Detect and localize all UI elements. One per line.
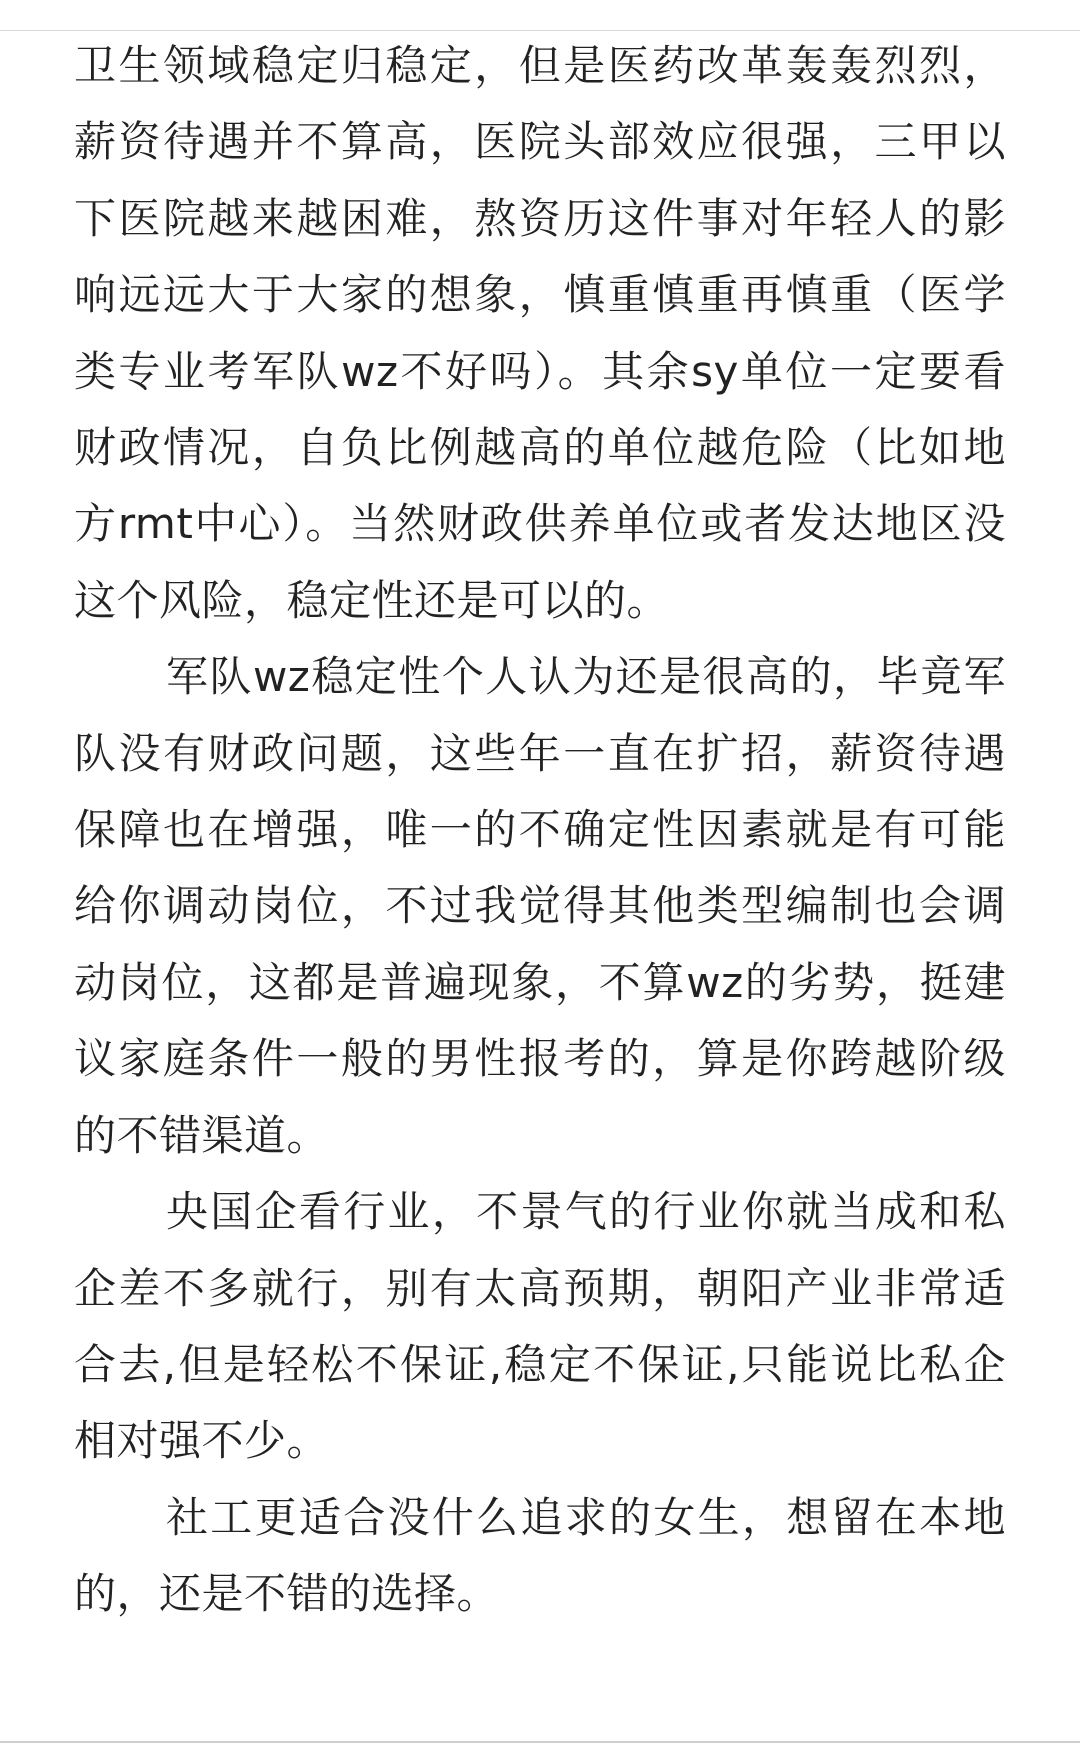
paragraph-state-owned-enterprises: 央国企看行业，不景气的行业你就当成和私企差不多就行，别有太高预期，朝阳产业非常适合去,但是轻松不保证,稳定不保证,只能说比私企相对强不少。 bbox=[74, 1187, 1006, 1466]
article-body bbox=[74, 28, 1006, 1633]
paragraph-social-workers: 社工更适合没什么追求的女生，想留在本地的，还是不错的选择。 bbox=[74, 1492, 1006, 1619]
paragraph-medical-and-institutions: 卫生领域稳定归稳定，但是医药改革轰轰烈烈，薪资待遇并不算高，医院头部效应很强，三甲以下医院越来越困难，熬资历这件事对年轻人的影响远远大于大家的想象，慎重慎重再慎重（医学类专业考军队wz不好吗）。其余sy单位一定要看财政情况，自负比例越高的单位越危险（比如地方rmt中心）。当然财政供养单位或者发达地区没这个风险，稳定性还是可以的。 bbox=[74, 41, 1006, 625]
paragraph-military-civilian: 军队wz稳定性个人认为还是很高的，毕竟军队没有财政问题，这些年一直在扩招，薪资待遇保障也在增强，唯一的不确定性因素就是有可能给你调动岗位，不过我觉得其他类型编制也会调动岗位，这都是普遍现象，不算wz的劣势，挺建议家庭条件一般的男性报考的，算是你跨越阶级的不错渠道。 bbox=[74, 652, 1006, 1160]
bottom-divider bbox=[0, 1741, 1080, 1743]
